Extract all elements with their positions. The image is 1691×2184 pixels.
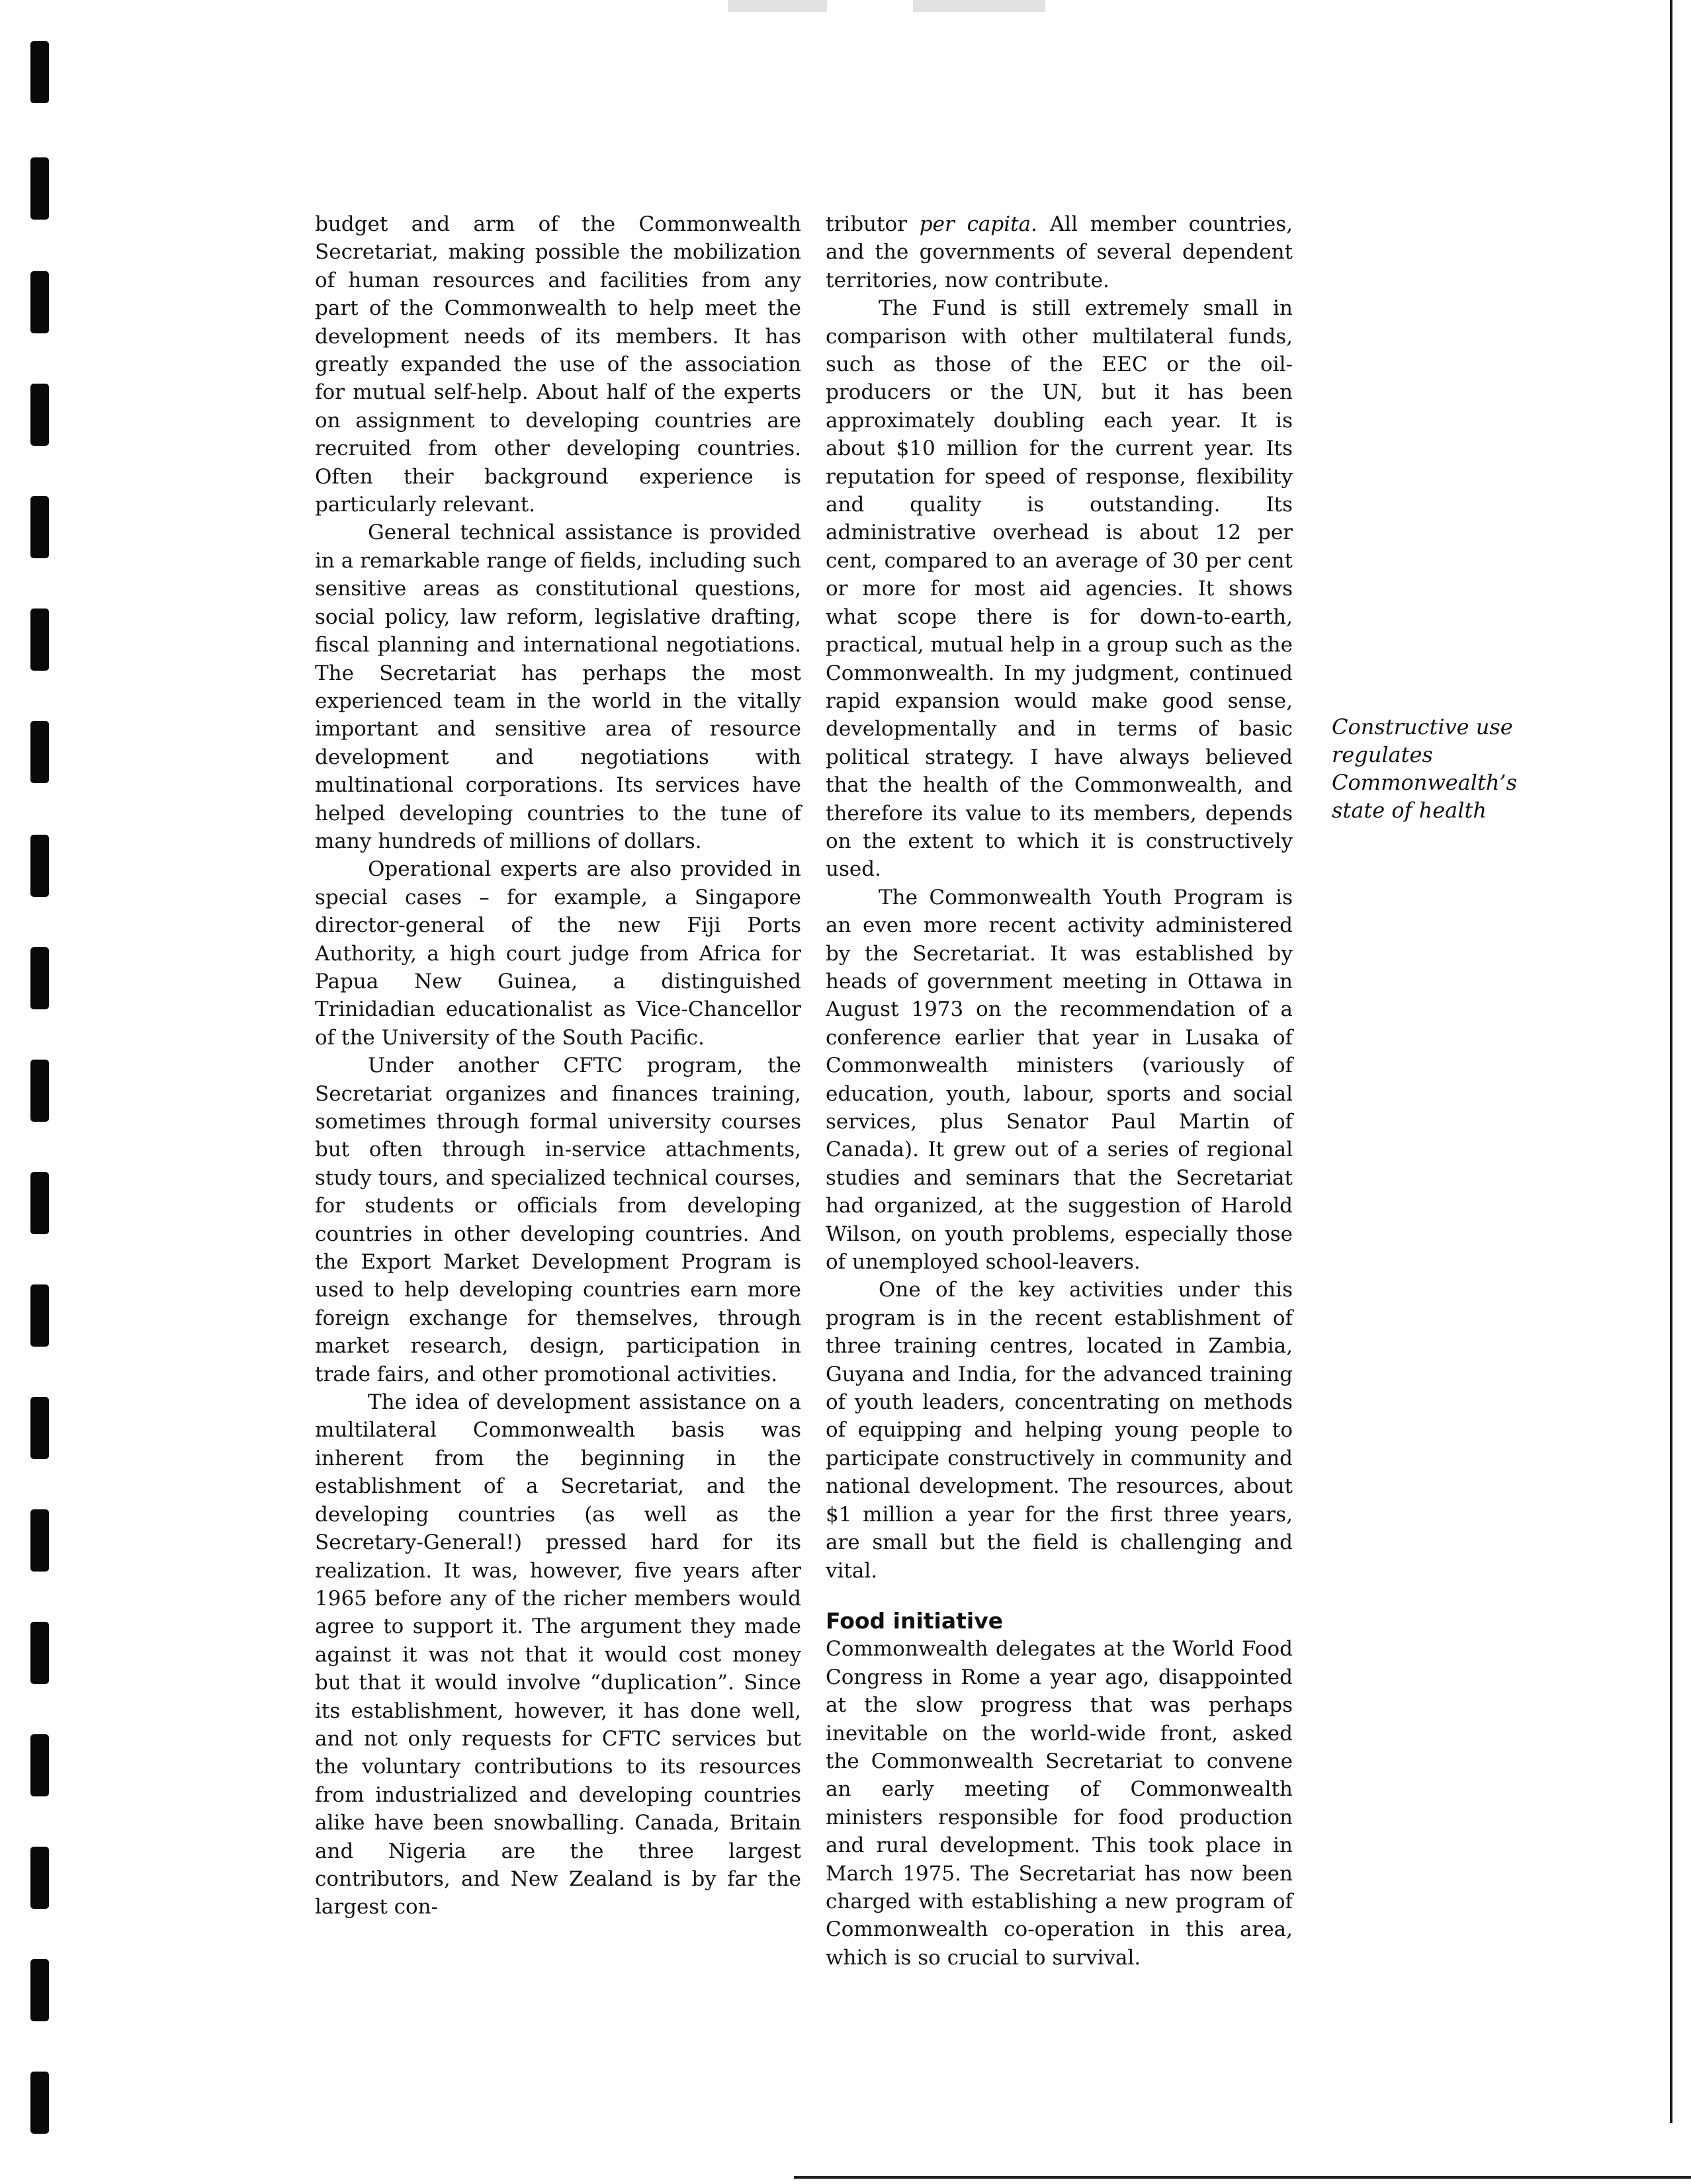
scan-noise xyxy=(728,0,827,12)
bottom-edge-line xyxy=(794,2176,1691,2179)
paragraph xyxy=(826,210,1293,294)
binder-mark xyxy=(30,1847,49,1909)
paragraph: budget and arm of the Commonwealth Secretariat, making possible the mobilization of human resources and facilities from any part of the Commonwealth to help meet the development needs of its members. It has greatly expanded the use of the association for mutual self-help. About half of the experts on assignment to developing countries are recruited from other developing countries. Often their background experience is particularly relevant. xyxy=(315,212,801,517)
binder-mark xyxy=(30,1959,49,2021)
binder-mark xyxy=(30,2072,49,2134)
paragraph: The idea of development assistance on a multilateral Commonwealth basis was inherent from the beginning in the establishment of a Secretariat, and the developing countries (as well as the Secretary-General!) pressed hard for its realization. It was, however, five years after 1965 before any of the richer members would agree to support it. The argument they made against it was not that it would cost money but that it would involve “duplication”. Since its establishment, however, it has done well, and not only requests for CFTC services but the voluntary contributions to its resources from industrialized and developing countries alike have been snowballing. Canada, Britain and Nigeria are the three largest contributors, and New Zealand is by far the largest con- xyxy=(315,1390,801,1919)
binder-mark xyxy=(30,271,49,333)
right-text-column xyxy=(826,210,1293,1972)
paragraph: General technical assistance is provided in a remarkable range of fields, including such sensitive areas as constitutional questions, social policy, law reform, legislative drafting, fiscal planning and international negotiations. The Secretariat has perhaps the most experienced team in the world in the vitally important and sensitive area of resource development and negotiations with multinational corporations. Its services have helped developing countries to the tune of many hundreds of millions of dollars. xyxy=(315,521,801,853)
binder-mark xyxy=(30,721,49,783)
paragraph: The Commonwealth Youth Program is an even more recent activity administered by the Secretariat. It was established by heads of government meeting in Ottawa in August 1973 on the recommendation of a conference earlier that year in Lusaka of Commonwealth ministers (variously of education, youth, labour, sports and social services, plus Senator Paul Martin of Canada). It grew out of a series of regional studies and seminars that the Secretariat had organized, at the suggestion of Harold Wilson, on youth problems, especially those of unemployed school-leavers. xyxy=(826,885,1293,1275)
binder-hole-marks xyxy=(0,0,53,2184)
binder-mark xyxy=(30,835,49,897)
binder-mark xyxy=(30,384,49,446)
paragraph: Under another CFTC program, the Secretariat organizes and finances training, sometimes through formal university courses but often through in-service attachments, study tours, and specialized technical courses, for students or officials from developing countries in other developing countries. And the Export Market Development Program is used to help developing countries earn more foreign exchange for themselves, through market research, design, participation in trade fairs, and other promotional activities. xyxy=(315,1054,801,1386)
binder-mark xyxy=(30,947,49,1009)
binder-mark xyxy=(30,1284,49,1347)
margin-note-line: state of health xyxy=(1332,798,1487,823)
binder-mark xyxy=(30,1734,49,1796)
paragraph: One of the key activities under this program is in the recent establishment of three training centres, located in Zambia, Guyana and India, for the advanced training of youth leaders, concentrating on methods of equipping and helping young people to participate constructively in community and national development. The resources, about $1 million a year for the first three years, are small but the field is challenging and vital. xyxy=(826,1278,1293,1583)
paragraph: Operational experts are also provided in special cases – for example, a Singapore director-general of the new Fiji Ports Authority, a high court judge from Africa for Papua New Guinea, a distinguished Trinidadian educationalist as Vice-Chancellor of the University of the South Pacific. xyxy=(315,857,801,1050)
binder-mark xyxy=(30,496,49,558)
text-run: . All member countries, and the governments of several dependent territories, now contribute. xyxy=(826,212,1293,292)
margin-note xyxy=(1332,713,1530,824)
binder-mark xyxy=(30,157,49,220)
scan-noise xyxy=(913,0,1045,12)
paragraph: Commonwealth delegates at the World Food Congress in Rome a year ago, disappointed at the slow progress that was perhaps inevitable on the world-wide front, asked the Commonwealth Secretariat to convene an early meeting of Commonwealth ministers responsible for food production and rural development. This took place in March 1975. The Secretariat has now been charged with establishing a new program of Commonwealth co-operation in this area, which is so crucial to survival. xyxy=(826,1637,1293,1970)
text-run: tributor xyxy=(826,212,920,236)
binder-mark xyxy=(30,41,49,103)
page-edge-line xyxy=(1670,0,1672,2123)
binder-mark xyxy=(30,1509,49,1572)
binder-mark xyxy=(30,1622,49,1684)
binder-mark xyxy=(30,609,49,671)
margin-note-line: regulates xyxy=(1332,742,1433,767)
binder-mark xyxy=(30,1397,49,1459)
binder-mark xyxy=(30,1172,49,1234)
binder-mark xyxy=(30,1060,49,1122)
paragraph: The Fund is still extremely small in comparison with other multilateral funds, such as those of the EEC or the oil-producers or the UN, but it has been approximately doubling each year. It is about $10 million for the current year. Its reputation for speed of response, flexibility and quality is outstanding. Its administrative overhead is about 12 per cent, compared to an average of 30 per cent or more for most aid agencies. It shows what scope there is for down-to-earth, practical, mutual help in a group such as the Commonwealth. In my judgment, continued rapid expansion would make good sense, developmentally and in terms of basic political strategy. I have always believed that the health of the Commonwealth, and therefore its value to its members, depends on the extent to which it is constructively used. xyxy=(826,296,1293,882)
italic-text: per capita xyxy=(919,212,1031,236)
margin-note-line: Commonwealth’s xyxy=(1332,770,1518,795)
section-heading: Food initiative xyxy=(826,1607,1004,1634)
margin-note-line: Constructive use xyxy=(1332,714,1513,739)
left-text-column xyxy=(315,210,801,1921)
